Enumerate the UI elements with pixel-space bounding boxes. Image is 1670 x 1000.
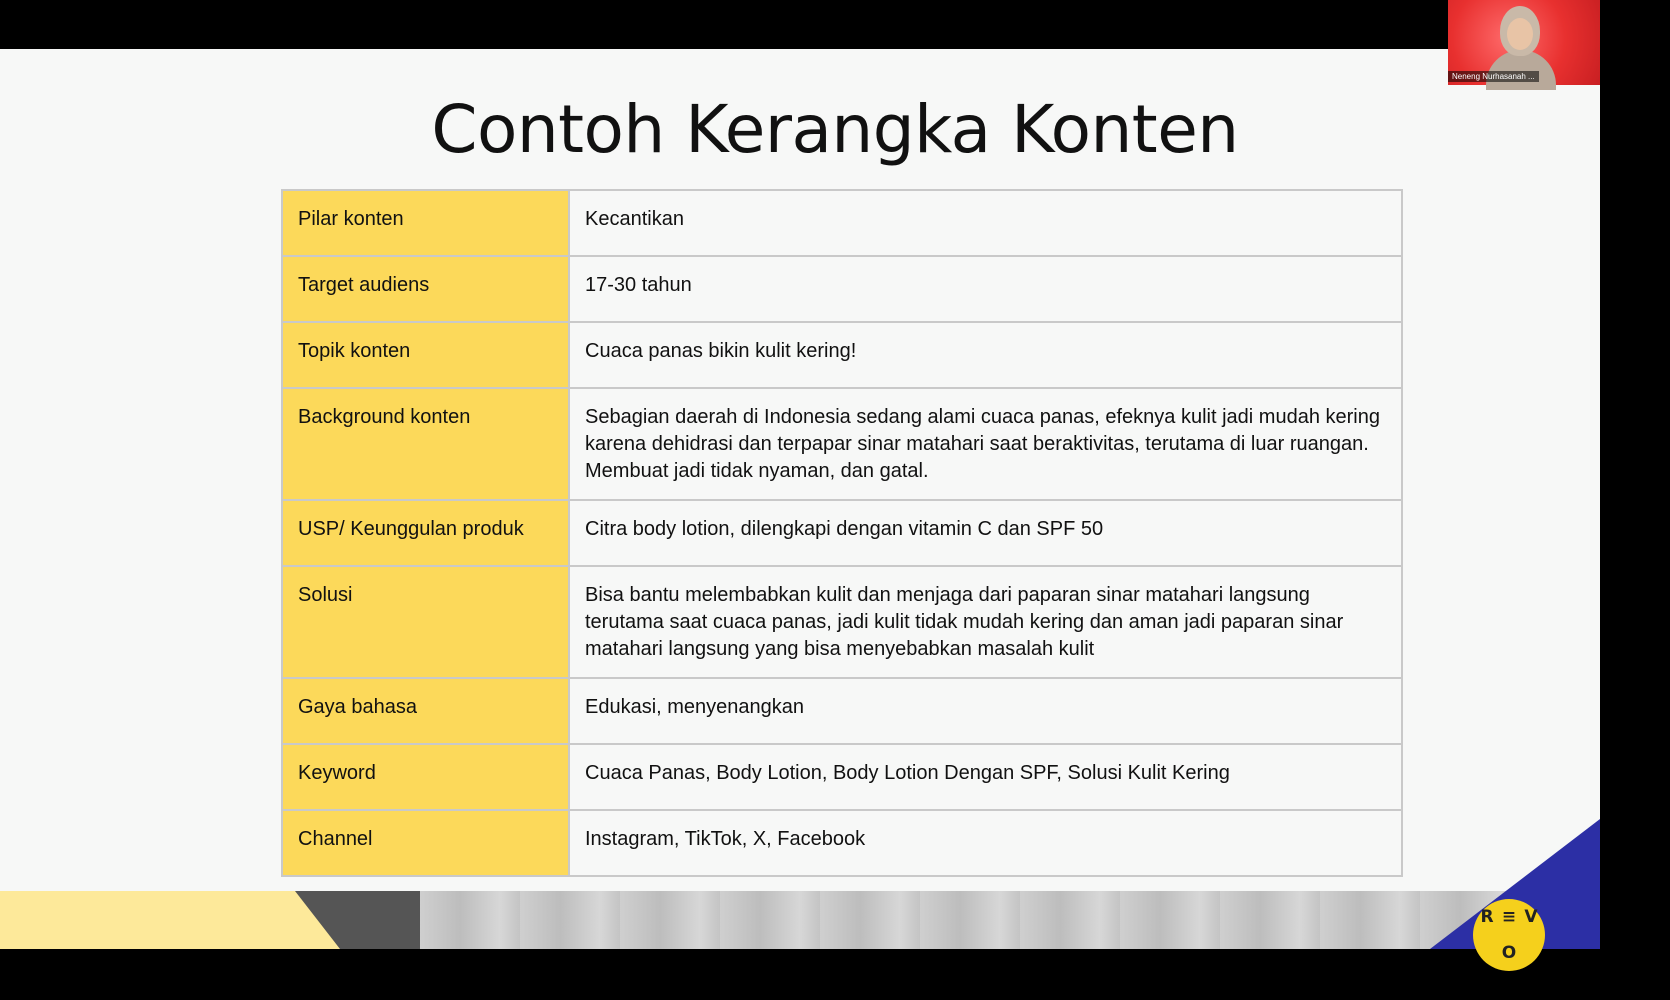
slide-title: Contoh Kerangka Konten [431,91,1239,168]
revo-logo [1473,899,1545,971]
presentation-slide [0,49,1600,963]
row-value: Bisa bantu melembabkan kulit dan menjaga dari paparan sinar matahari langsung terutama saat cuaca panas, jadi kulit tidak mudah kering dan aman jadi paparan sinar matahari langsung yang bisa menyebabkan masalah kulit [569,566,1402,678]
row-label: Channel [282,810,569,876]
row-value: 17-30 tahun [569,256,1402,322]
speaker-face [1507,18,1533,50]
logo-letter: R [1480,907,1494,927]
row-label: Background konten [282,388,569,500]
row-label: Solusi [282,566,569,678]
table-row [282,388,1402,500]
content-framework-table [281,189,1403,877]
row-label: Target audiens [282,256,569,322]
participants-photo-strip [420,891,1600,949]
table-row [282,744,1402,810]
row-value: Instagram, TikTok, X, Facebook [569,810,1402,876]
speaker-webcam-tile[interactable] [1448,0,1600,85]
row-value: Edukasi, menyenangkan [569,678,1402,744]
row-label: Topik konten [282,322,569,388]
table-row [282,322,1402,388]
bottom-decoration-strip [0,891,1600,949]
table-row [282,810,1402,876]
row-value: Kecantikan [569,190,1402,256]
row-label: Gaya bahasa [282,678,569,744]
table-row [282,500,1402,566]
row-label: Keyword [282,744,569,810]
row-value: Sebagian daerah di Indonesia sedang alami cuaca panas, efeknya kulit jadi mudah kering karena dehidrasi dan terpapar sinar matahari saat beraktivitas, terutama di luar ruangan. Membuat jadi tidak nyaman, dan gatal. [569,388,1402,500]
row-value: Cuaca panas bikin kulit kering! [569,322,1402,388]
table-row [282,256,1402,322]
speaker-name-tag: Neneng Nurhasanah ... [1448,71,1539,82]
table-row [282,190,1402,256]
row-value: Cuaca Panas, Body Lotion, Body Lotion Dengan SPF, Solusi Kulit Kering [569,744,1402,810]
row-value: Citra body lotion, dilengkapi dengan vitamin C dan SPF 50 [569,500,1402,566]
strip-yellow-shape [0,891,340,949]
logo-letter: ≡ [1501,907,1517,927]
logo-letter: V [1524,907,1538,927]
row-label: USP/ Keunggulan produk [282,500,569,566]
row-label: Pilar konten [282,190,569,256]
speaker-body [1486,50,1556,90]
table-row [282,566,1402,678]
logo-letter: O [1501,943,1517,963]
table-row [282,678,1402,744]
